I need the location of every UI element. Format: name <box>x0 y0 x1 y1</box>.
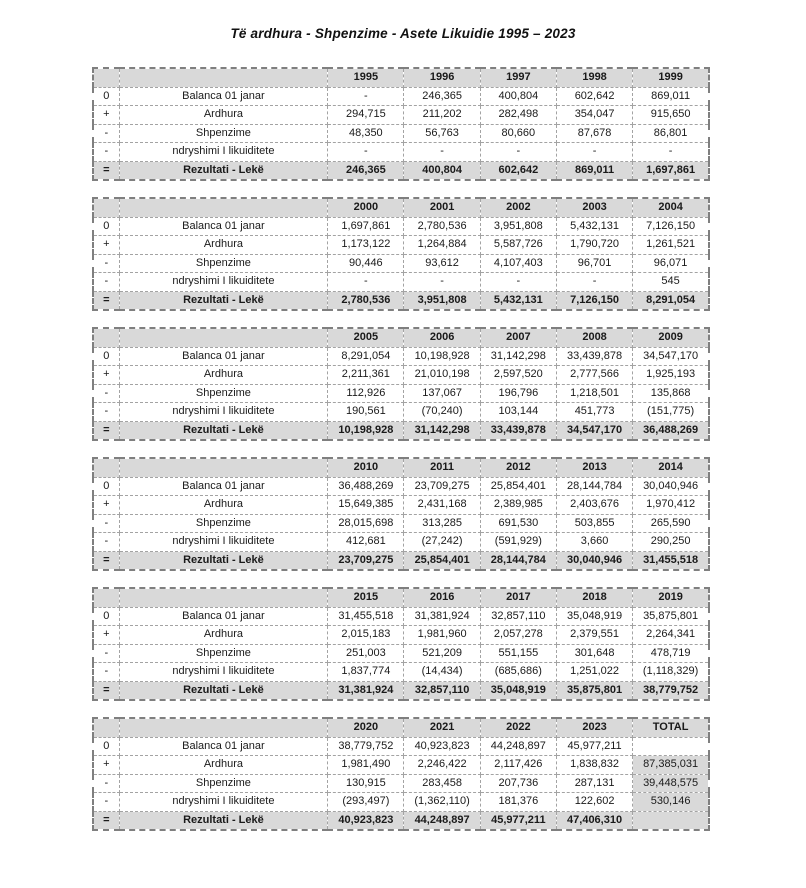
value-cell: 112,926 <box>328 384 404 403</box>
value-cell: 40,923,823 <box>328 811 404 830</box>
data-row <box>93 236 709 255</box>
row-symbol: 0 <box>93 217 119 236</box>
value-cell: 33,439,878 <box>480 421 556 440</box>
value-cell: 602,642 <box>556 87 632 106</box>
blank-total-cell <box>633 737 709 756</box>
value-cell: 86,801 <box>633 124 709 143</box>
data-row <box>93 756 709 775</box>
total-value-cell: 39,448,575 <box>633 774 709 793</box>
value-cell: (293,497) <box>328 793 404 812</box>
value-cell: 45,977,211 <box>556 737 632 756</box>
row-symbol: + <box>93 496 119 515</box>
row-symbol: = <box>93 551 119 570</box>
header-label-spacer <box>119 458 328 477</box>
column-header: 2020 <box>328 718 404 737</box>
value-cell: 28,144,784 <box>556 477 632 496</box>
column-header: 2005 <box>328 328 404 347</box>
value-cell: 25,854,401 <box>404 551 480 570</box>
value-cell: 251,003 <box>328 644 404 663</box>
value-cell: 1,264,884 <box>404 236 480 255</box>
value-cell: 34,547,170 <box>556 421 632 440</box>
column-header: 1999 <box>633 68 709 87</box>
row-symbol: - <box>93 403 119 422</box>
data-row <box>93 607 709 626</box>
header-label-spacer <box>119 198 328 217</box>
row-symbol: - <box>93 273 119 292</box>
value-cell: 3,951,808 <box>480 217 556 236</box>
value-cell: 44,248,897 <box>404 811 480 830</box>
value-cell: (1,362,110) <box>404 793 480 812</box>
row-symbol: 0 <box>93 87 119 106</box>
column-header: 2022 <box>480 718 556 737</box>
value-cell: 8,291,054 <box>633 291 709 310</box>
row-symbol: - <box>93 514 119 533</box>
value-cell: 30,040,946 <box>633 477 709 496</box>
value-cell: 137,067 <box>404 384 480 403</box>
value-cell: - <box>328 87 404 106</box>
column-header: 2000 <box>328 198 404 217</box>
value-cell: 23,709,275 <box>404 477 480 496</box>
financial-table-2000-2004 <box>92 197 710 311</box>
row-label: Balanca 01 janar <box>119 217 328 236</box>
column-header: 2018 <box>556 588 632 607</box>
row-symbol: - <box>93 644 119 663</box>
row-label: Shpenzime <box>119 644 328 663</box>
row-label: Shpenzime <box>119 384 328 403</box>
value-cell: 80,660 <box>480 124 556 143</box>
value-cell: - <box>633 143 709 162</box>
value-cell: 31,381,924 <box>404 607 480 626</box>
header-label-spacer <box>119 68 328 87</box>
value-cell: 38,779,752 <box>328 737 404 756</box>
value-cell: 28,144,784 <box>480 551 556 570</box>
value-cell: 478,719 <box>633 644 709 663</box>
result-row <box>93 161 709 180</box>
value-cell: 2,389,985 <box>480 496 556 515</box>
value-cell: 36,488,269 <box>633 421 709 440</box>
row-symbol: 0 <box>93 477 119 496</box>
row-label: Rezultati - Lekë <box>119 811 328 830</box>
value-cell: 301,648 <box>556 644 632 663</box>
row-symbol: - <box>93 384 119 403</box>
value-cell: 96,071 <box>633 254 709 273</box>
header-label-spacer <box>119 718 328 737</box>
row-label: Balanca 01 janar <box>119 87 328 106</box>
value-cell: - <box>404 143 480 162</box>
result-row <box>93 551 709 570</box>
column-header: 2004 <box>633 198 709 217</box>
value-cell: 503,855 <box>556 514 632 533</box>
financial-table-2015-2019 <box>92 587 710 701</box>
data-row <box>93 496 709 515</box>
value-cell: - <box>480 143 556 162</box>
result-row <box>93 811 709 830</box>
column-header: TOTAL <box>633 718 709 737</box>
value-cell: 35,875,801 <box>556 681 632 700</box>
data-row <box>93 273 709 292</box>
data-row <box>93 514 709 533</box>
value-cell: 915,650 <box>633 106 709 125</box>
row-label: Ardhura <box>119 496 328 515</box>
value-cell: 1,251,022 <box>556 663 632 682</box>
value-cell: 211,202 <box>404 106 480 125</box>
value-cell: 2,597,520 <box>480 366 556 385</box>
value-cell: 35,875,801 <box>633 607 709 626</box>
value-cell: 181,376 <box>480 793 556 812</box>
value-cell: 135,868 <box>633 384 709 403</box>
row-symbol: = <box>93 811 119 830</box>
value-cell: - <box>556 273 632 292</box>
value-cell: 32,857,110 <box>404 681 480 700</box>
financial-table-2020-TOTAL <box>92 717 710 831</box>
total-value-cell: 530,146 <box>633 793 709 812</box>
row-label: Balanca 01 janar <box>119 347 328 366</box>
row-label: Rezultati - Lekë <box>119 291 328 310</box>
value-cell: 44,248,897 <box>480 737 556 756</box>
value-cell: (70,240) <box>404 403 480 422</box>
value-cell: 2,379,551 <box>556 626 632 645</box>
header-symbol-spacer <box>93 328 119 347</box>
value-cell: 3,951,808 <box>404 291 480 310</box>
header-symbol-spacer <box>93 718 119 737</box>
row-symbol: 0 <box>93 607 119 626</box>
row-label: Rezultati - Lekë <box>119 551 328 570</box>
value-cell: (151,775) <box>633 403 709 422</box>
row-symbol: - <box>93 533 119 552</box>
row-label: Balanca 01 janar <box>119 737 328 756</box>
value-cell: 1,837,774 <box>328 663 404 682</box>
tables-container <box>92 67 710 831</box>
value-cell: 45,977,211 <box>480 811 556 830</box>
column-header: 2014 <box>633 458 709 477</box>
row-symbol: - <box>93 254 119 273</box>
row-label: Rezultati - Lekë <box>119 681 328 700</box>
value-cell: 1,173,122 <box>328 236 404 255</box>
data-row <box>93 737 709 756</box>
data-row <box>93 644 709 663</box>
value-cell: 196,796 <box>480 384 556 403</box>
value-cell: 691,530 <box>480 514 556 533</box>
row-symbol: = <box>93 681 119 700</box>
result-row <box>93 291 709 310</box>
value-cell: 1,697,861 <box>328 217 404 236</box>
column-header: 2016 <box>404 588 480 607</box>
row-symbol: - <box>93 124 119 143</box>
row-symbol: + <box>93 756 119 775</box>
value-cell: 265,590 <box>633 514 709 533</box>
data-row <box>93 347 709 366</box>
column-header: 2003 <box>556 198 632 217</box>
row-symbol: + <box>93 236 119 255</box>
column-header: 1995 <box>328 68 404 87</box>
value-cell: 1,218,501 <box>556 384 632 403</box>
column-header: 2007 <box>480 328 556 347</box>
value-cell: 869,011 <box>556 161 632 180</box>
value-cell: 2,777,566 <box>556 366 632 385</box>
value-cell: 2,431,168 <box>404 496 480 515</box>
value-cell: 2,780,536 <box>404 217 480 236</box>
value-cell: 23,709,275 <box>328 551 404 570</box>
data-row <box>93 106 709 125</box>
value-cell: 34,547,170 <box>633 347 709 366</box>
row-symbol: - <box>93 663 119 682</box>
value-cell: 412,681 <box>328 533 404 552</box>
column-header: 1996 <box>404 68 480 87</box>
row-label: Ardhura <box>119 106 328 125</box>
value-cell: 313,285 <box>404 514 480 533</box>
value-cell: 283,458 <box>404 774 480 793</box>
header-label-spacer <box>119 328 328 347</box>
data-row <box>93 217 709 236</box>
value-cell: 2,057,278 <box>480 626 556 645</box>
page-title: Të ardhura - Shpenzime - Asete Likuidie 1995 – 2023 <box>230 26 576 41</box>
row-symbol: = <box>93 421 119 440</box>
value-cell: 1,925,193 <box>633 366 709 385</box>
value-cell: 48,350 <box>328 124 404 143</box>
value-cell: 207,736 <box>480 774 556 793</box>
value-cell: 400,804 <box>480 87 556 106</box>
column-header: 2017 <box>480 588 556 607</box>
value-cell: 35,048,919 <box>480 681 556 700</box>
value-cell: 190,561 <box>328 403 404 422</box>
value-cell: 1,981,960 <box>404 626 480 645</box>
data-row <box>93 124 709 143</box>
column-header: 2013 <box>556 458 632 477</box>
value-cell: 294,715 <box>328 106 404 125</box>
data-row <box>93 403 709 422</box>
result-row <box>93 681 709 700</box>
row-label: Rezultati - Lekë <box>119 421 328 440</box>
value-cell: 31,455,518 <box>633 551 709 570</box>
row-label: ndryshimi I likuiditete <box>119 273 328 292</box>
column-header: 2006 <box>404 328 480 347</box>
value-cell: 31,142,298 <box>480 347 556 366</box>
header-symbol-spacer <box>93 588 119 607</box>
data-row <box>93 254 709 273</box>
row-label: Ardhura <box>119 236 328 255</box>
value-cell: 246,365 <box>328 161 404 180</box>
column-header: 2010 <box>328 458 404 477</box>
row-label: Rezultati - Lekë <box>119 161 328 180</box>
value-cell: 103,144 <box>480 403 556 422</box>
data-row <box>93 143 709 162</box>
column-header: 2002 <box>480 198 556 217</box>
row-label: ndryshimi I likuiditete <box>119 533 328 552</box>
value-cell: 8,291,054 <box>328 347 404 366</box>
row-symbol: 0 <box>93 737 119 756</box>
value-cell: 38,779,752 <box>633 681 709 700</box>
row-symbol: = <box>93 161 119 180</box>
value-cell: (1,118,329) <box>633 663 709 682</box>
value-cell: 40,923,823 <box>404 737 480 756</box>
value-cell: 2,780,536 <box>328 291 404 310</box>
value-cell: 2,264,341 <box>633 626 709 645</box>
value-cell: 551,155 <box>480 644 556 663</box>
value-cell: 2,211,361 <box>328 366 404 385</box>
value-cell: - <box>480 273 556 292</box>
value-cell: 10,198,928 <box>328 421 404 440</box>
column-header: 2023 <box>556 718 632 737</box>
value-cell: 47,406,310 <box>556 811 632 830</box>
header-symbol-spacer <box>93 198 119 217</box>
financial-table-2010-2014 <box>92 457 710 571</box>
column-header: 2008 <box>556 328 632 347</box>
row-label: Balanca 01 janar <box>119 607 328 626</box>
column-header: 2012 <box>480 458 556 477</box>
value-cell: 7,126,150 <box>633 217 709 236</box>
value-cell: - <box>556 143 632 162</box>
value-cell: (591,929) <box>480 533 556 552</box>
row-symbol: = <box>93 291 119 310</box>
value-cell: 1,981,490 <box>328 756 404 775</box>
value-cell: 2,246,422 <box>404 756 480 775</box>
value-cell: 5,432,131 <box>556 217 632 236</box>
row-symbol: 0 <box>93 347 119 366</box>
value-cell: 36,488,269 <box>328 477 404 496</box>
column-header: 2009 <box>633 328 709 347</box>
value-cell: 287,131 <box>556 774 632 793</box>
row-label: Shpenzime <box>119 254 328 273</box>
table-header-row <box>93 68 709 87</box>
row-label: Ardhura <box>119 626 328 645</box>
value-cell: 5,587,726 <box>480 236 556 255</box>
value-cell: 1,838,832 <box>556 756 632 775</box>
row-label: ndryshimi I likuiditete <box>119 403 328 422</box>
data-row <box>93 366 709 385</box>
value-cell: 2,117,426 <box>480 756 556 775</box>
value-cell: 15,649,385 <box>328 496 404 515</box>
row-symbol: + <box>93 366 119 385</box>
value-cell: 246,365 <box>404 87 480 106</box>
data-row <box>93 663 709 682</box>
column-header: 2019 <box>633 588 709 607</box>
result-row <box>93 421 709 440</box>
row-symbol: + <box>93 106 119 125</box>
row-symbol: - <box>93 793 119 812</box>
value-cell: 3,660 <box>556 533 632 552</box>
value-cell: 602,642 <box>480 161 556 180</box>
value-cell: 32,857,110 <box>480 607 556 626</box>
value-cell: 869,011 <box>633 87 709 106</box>
header-symbol-spacer <box>93 458 119 477</box>
row-label: Ardhura <box>119 756 328 775</box>
column-header: 1998 <box>556 68 632 87</box>
value-cell: 35,048,919 <box>556 607 632 626</box>
value-cell: 1,790,720 <box>556 236 632 255</box>
value-cell: 545 <box>633 273 709 292</box>
value-cell: 1,697,861 <box>633 161 709 180</box>
table-header-row <box>93 718 709 737</box>
value-cell: 2,015,183 <box>328 626 404 645</box>
value-cell: (14,434) <box>404 663 480 682</box>
data-row <box>93 477 709 496</box>
row-label: Ardhura <box>119 366 328 385</box>
row-label: ndryshimi I likuiditete <box>119 663 328 682</box>
value-cell: 96,701 <box>556 254 632 273</box>
data-row <box>93 793 709 812</box>
row-symbol: + <box>93 626 119 645</box>
value-cell: 5,432,131 <box>480 291 556 310</box>
value-cell: 21,010,198 <box>404 366 480 385</box>
total-value-cell: 87,385,031 <box>633 756 709 775</box>
table-header-row <box>93 588 709 607</box>
value-cell: 10,198,928 <box>404 347 480 366</box>
row-symbol: - <box>93 143 119 162</box>
blank-total-cell <box>633 811 709 830</box>
value-cell: 33,439,878 <box>556 347 632 366</box>
column-header: 1997 <box>480 68 556 87</box>
column-header: 2011 <box>404 458 480 477</box>
value-cell: - <box>328 143 404 162</box>
data-row <box>93 626 709 645</box>
value-cell: 31,142,298 <box>404 421 480 440</box>
row-label: Shpenzime <box>119 774 328 793</box>
value-cell: 521,209 <box>404 644 480 663</box>
value-cell: 7,126,150 <box>556 291 632 310</box>
value-cell: 56,763 <box>404 124 480 143</box>
header-label-spacer <box>119 588 328 607</box>
value-cell: 30,040,946 <box>556 551 632 570</box>
value-cell: (27,242) <box>404 533 480 552</box>
column-header: 2021 <box>404 718 480 737</box>
data-row <box>93 533 709 552</box>
table-header-row <box>93 198 709 217</box>
row-label: ndryshimi I likuiditete <box>119 143 328 162</box>
value-cell: 354,047 <box>556 106 632 125</box>
value-cell: 90,446 <box>328 254 404 273</box>
data-row <box>93 384 709 403</box>
row-label: Shpenzime <box>119 514 328 533</box>
row-symbol: - <box>93 774 119 793</box>
value-cell: 451,773 <box>556 403 632 422</box>
value-cell: 122,602 <box>556 793 632 812</box>
data-row <box>93 774 709 793</box>
financial-table-2005-2009 <box>92 327 710 441</box>
financial-table-1995-1999 <box>92 67 710 181</box>
row-label: Balanca 01 janar <box>119 477 328 496</box>
value-cell: 93,612 <box>404 254 480 273</box>
row-label: Shpenzime <box>119 124 328 143</box>
table-header-row <box>93 458 709 477</box>
value-cell: 28,015,698 <box>328 514 404 533</box>
data-row <box>93 87 709 106</box>
table-header-row <box>93 328 709 347</box>
value-cell: 4,107,403 <box>480 254 556 273</box>
value-cell: - <box>404 273 480 292</box>
value-cell: 290,250 <box>633 533 709 552</box>
value-cell: 282,498 <box>480 106 556 125</box>
value-cell: (685,686) <box>480 663 556 682</box>
value-cell: 2,403,676 <box>556 496 632 515</box>
value-cell: 1,970,412 <box>633 496 709 515</box>
value-cell: - <box>328 273 404 292</box>
value-cell: 1,261,521 <box>633 236 709 255</box>
row-label: ndryshimi I likuiditete <box>119 793 328 812</box>
value-cell: 25,854,401 <box>480 477 556 496</box>
value-cell: 130,915 <box>328 774 404 793</box>
value-cell: 400,804 <box>404 161 480 180</box>
value-cell: 31,381,924 <box>328 681 404 700</box>
value-cell: 87,678 <box>556 124 632 143</box>
column-header: 2015 <box>328 588 404 607</box>
column-header: 2001 <box>404 198 480 217</box>
value-cell: 31,455,518 <box>328 607 404 626</box>
header-symbol-spacer <box>93 68 119 87</box>
